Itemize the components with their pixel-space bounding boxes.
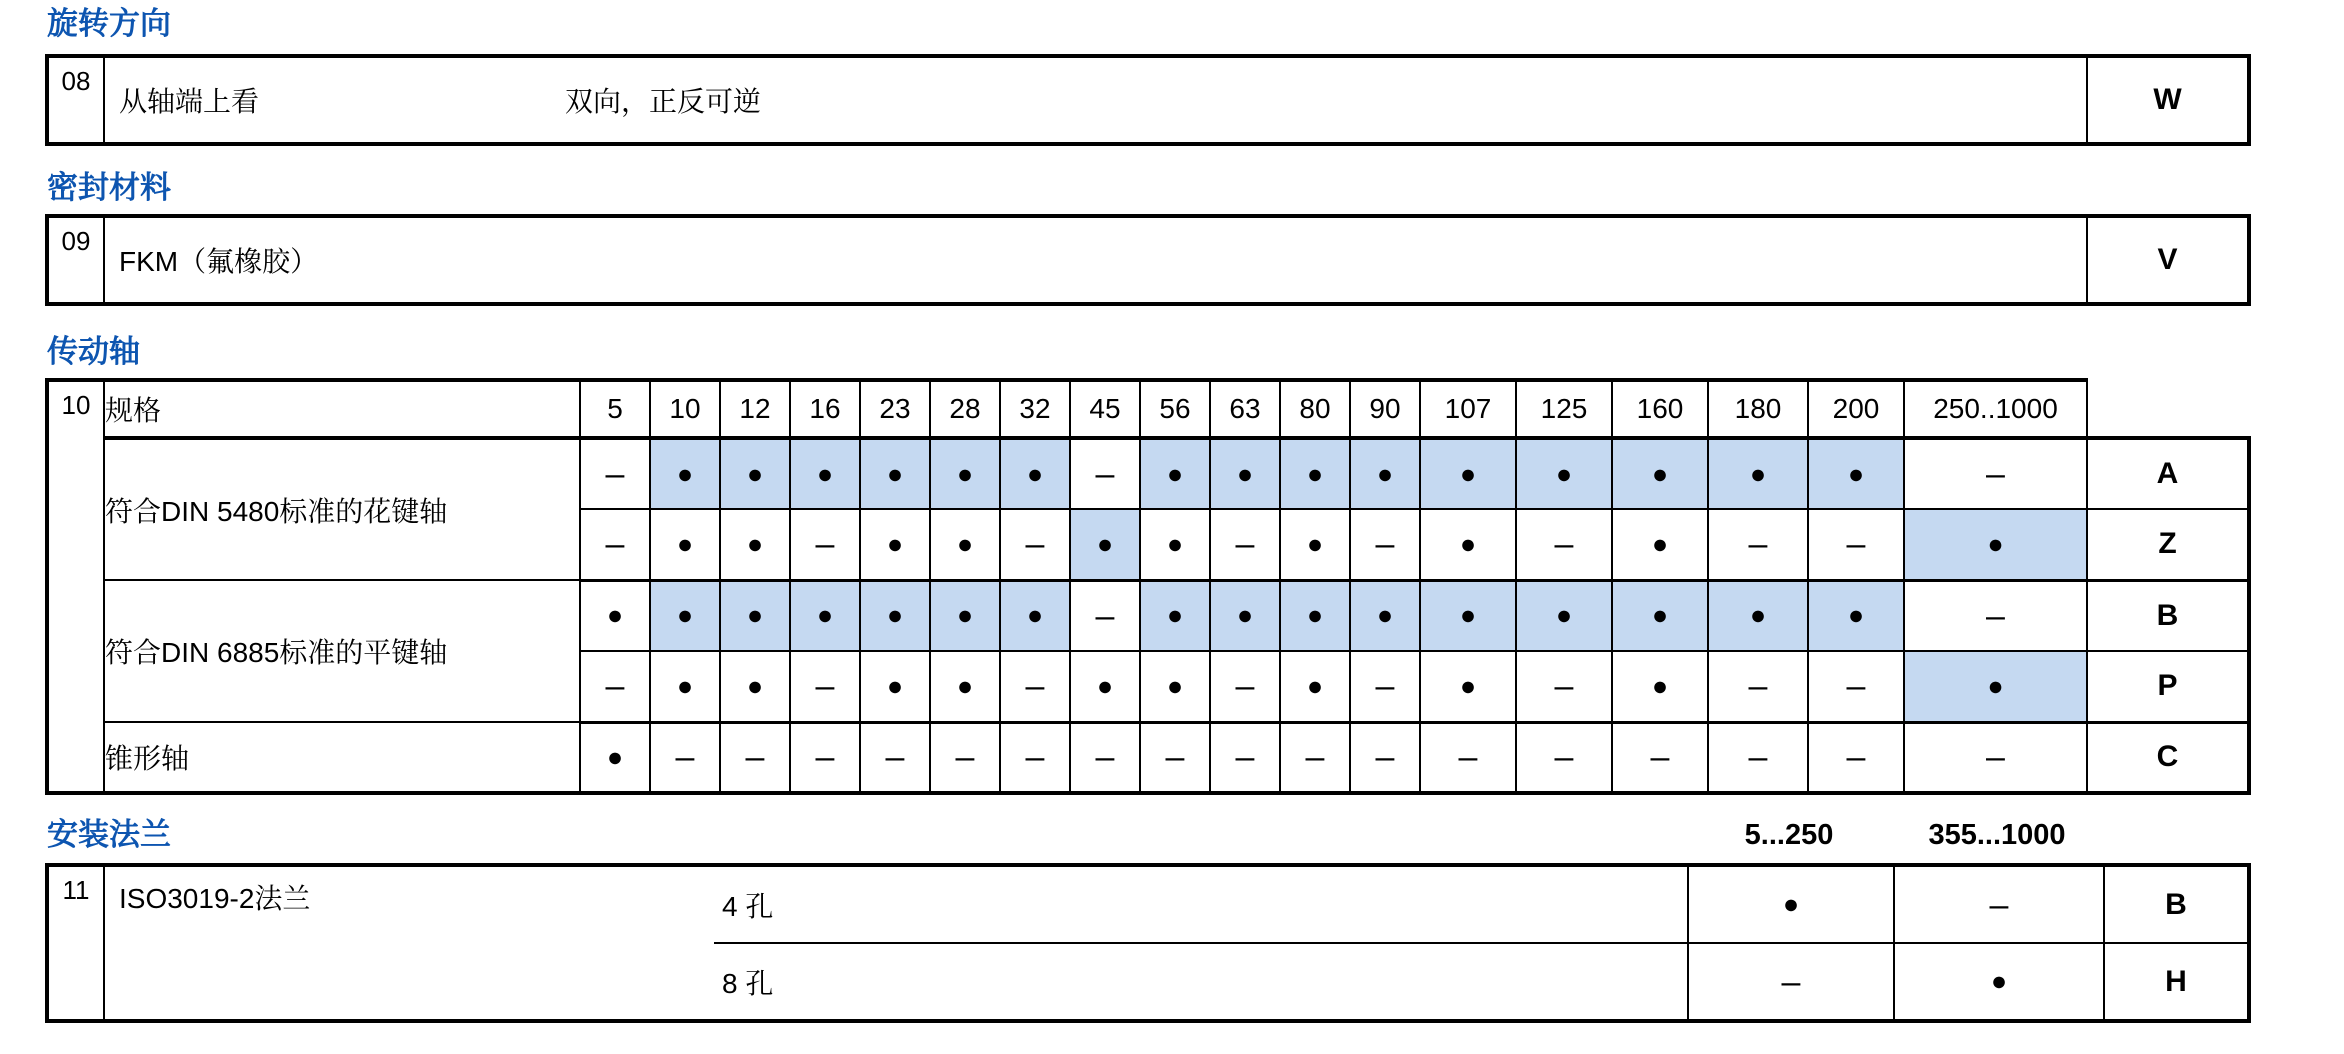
shaft-code-Z: Z (2087, 509, 2249, 580)
flange-availability-8-hole-355-1000: ● (1894, 943, 2104, 1021)
availability-cell-5-C: ● (580, 722, 650, 793)
rotation-label: 从轴端上看 (119, 86, 260, 117)
flange-col-header-5-250: 5...250 (1744, 819, 1834, 851)
availability-cell-160-Z: ● (1612, 509, 1708, 580)
flange-row-4-hole (47, 865, 2249, 943)
size-header-5: 5 (580, 380, 650, 438)
availability-cell-12-P: ● (720, 651, 790, 722)
size-header-125: 125 (1516, 380, 1612, 438)
availability-cell-200-A: ● (1808, 438, 1904, 509)
availability-cell-180-P: – (1708, 651, 1808, 722)
availability-cell-10-Z: ● (650, 509, 720, 580)
flange-availability-4-hole-355-1000: – (1894, 865, 2104, 943)
shaft-header-row (47, 380, 2249, 438)
availability-cell-56-A: ● (1140, 438, 1210, 509)
availability-cell-107-P: ● (1420, 651, 1516, 722)
availability-cell-180-A: ● (1708, 438, 1808, 509)
shaft-code-A: A (2087, 438, 2249, 509)
availability-cell-10-P: ● (650, 651, 720, 722)
size-header-45: 45 (1070, 380, 1140, 438)
availability-cell-10-C: – (650, 722, 720, 793)
availability-cell-80-B: ● (1280, 580, 1350, 651)
availability-cell-32-C: – (1000, 722, 1070, 793)
availability-cell-28-Z: ● (930, 509, 1000, 580)
size-header-107: 107 (1420, 380, 1516, 438)
flange-code-B: B (2104, 865, 2249, 943)
availability-cell-63-A: ● (1210, 438, 1280, 509)
availability-cell-23-A: ● (860, 438, 930, 509)
availability-cell-16-C: – (790, 722, 860, 793)
row-number-09: 09 (47, 216, 104, 304)
availability-cell-80-C: – (1280, 722, 1350, 793)
seal-row (47, 216, 2249, 304)
availability-cell-16-B: ● (790, 580, 860, 651)
section-heading-flange: 安装法兰 (47, 817, 171, 852)
availability-cell-160-P: ● (1612, 651, 1708, 722)
availability-cell-23-B: ● (860, 580, 930, 651)
availability-cell-63-B: ● (1210, 580, 1280, 651)
availability-cell-28-P: ● (930, 651, 1000, 722)
availability-cell-250..1000-A: – (1904, 438, 2087, 509)
shaft-code-P: P (2087, 651, 2249, 722)
availability-cell-125-Z: – (1516, 509, 1612, 580)
availability-cell-180-B: ● (1708, 580, 1808, 651)
flange-table (45, 863, 2251, 1023)
shaft-type-label: 符合DIN 6885标准的平键轴 (104, 580, 580, 722)
availability-cell-32-P: – (1000, 651, 1070, 722)
rotation-table (45, 54, 2251, 146)
size-header-160: 160 (1612, 380, 1708, 438)
rotation-row (47, 56, 2249, 144)
availability-cell-200-Z: – (1808, 509, 1904, 580)
flange-hole-label-8: 8 孔 (714, 943, 1688, 1021)
availability-cell-23-Z: ● (860, 509, 930, 580)
availability-cell-200-P: – (1808, 651, 1904, 722)
availability-cell-90-Z: – (1350, 509, 1420, 580)
availability-cell-5-A: – (580, 438, 650, 509)
availability-cell-107-C: – (1420, 722, 1516, 793)
rotation-value: 双向，正反可逆 (565, 86, 762, 117)
availability-cell-56-P: ● (1140, 651, 1210, 722)
availability-cell-45-A: – (1070, 438, 1140, 509)
spec-header-label: 规格 (104, 380, 580, 438)
availability-cell-200-C: – (1808, 722, 1904, 793)
flange-type-label: ISO3019-2法兰 (104, 865, 714, 1021)
size-header-12: 12 (720, 380, 790, 438)
availability-cell-45-C: – (1070, 722, 1140, 793)
availability-cell-63-Z: – (1210, 509, 1280, 580)
availability-cell-32-A: ● (1000, 438, 1070, 509)
availability-cell-45-Z: ● (1070, 509, 1140, 580)
availability-cell-10-B: ● (650, 580, 720, 651)
availability-cell-16-P: – (790, 651, 860, 722)
availability-cell-160-A: ● (1612, 438, 1708, 509)
availability-cell-250..1000-C: – (1904, 722, 2087, 793)
availability-cell-90-A: ● (1350, 438, 1420, 509)
section-heading-seal: 密封材料 (47, 170, 171, 205)
flange-availability-4-hole-5-250: ● (1688, 865, 1894, 943)
size-header-180: 180 (1708, 380, 1808, 438)
size-header-250-1000: 250..1000 (1904, 380, 2087, 438)
availability-cell-56-Z: ● (1140, 509, 1210, 580)
flange-col-header-355-1000: 355...1000 (1928, 819, 2066, 851)
size-header-63: 63 (1210, 380, 1280, 438)
row-number-08: 08 (47, 56, 104, 144)
section-heading-shaft: 传动轴 (47, 334, 140, 369)
flange-heading-row (45, 817, 2247, 857)
availability-cell-90-C: – (1350, 722, 1420, 793)
size-header-80: 80 (1280, 380, 1350, 438)
availability-cell-250..1000-P: ● (1904, 651, 2087, 722)
availability-cell-250..1000-B: – (1904, 580, 2087, 651)
size-header-16: 16 (790, 380, 860, 438)
size-header-90: 90 (1350, 380, 1420, 438)
availability-cell-23-C: – (860, 722, 930, 793)
flange-code-H: H (2104, 943, 2249, 1021)
rotation-content-cell (104, 56, 2087, 144)
availability-cell-5-B: ● (580, 580, 650, 651)
section-heading-rotation: 旋转方向 (47, 6, 171, 41)
seal-label: FKM（氟橡胶） (119, 246, 319, 277)
shaft-table (45, 378, 2251, 795)
availability-cell-16-A: ● (790, 438, 860, 509)
availability-cell-107-A: ● (1420, 438, 1516, 509)
availability-cell-90-B: ● (1350, 580, 1420, 651)
availability-cell-107-B: ● (1420, 580, 1516, 651)
availability-cell-32-B: ● (1000, 580, 1070, 651)
size-header-23: 23 (860, 380, 930, 438)
size-header-32: 32 (1000, 380, 1070, 438)
flange-hole-label-4: 4 孔 (714, 865, 1688, 943)
shaft-type-label: 锥形轴 (104, 722, 580, 793)
availability-cell-160-B: ● (1612, 580, 1708, 651)
availability-cell-12-A: ● (720, 438, 790, 509)
availability-cell-80-P: ● (1280, 651, 1350, 722)
size-header-200: 200 (1808, 380, 1904, 438)
availability-cell-125-C: – (1516, 722, 1612, 793)
availability-cell-90-P: – (1350, 651, 1420, 722)
availability-cell-32-Z: – (1000, 509, 1070, 580)
availability-cell-56-B: ● (1140, 580, 1210, 651)
size-header-10: 10 (650, 380, 720, 438)
row-number-11: 11 (47, 865, 104, 1021)
availability-cell-180-Z: – (1708, 509, 1808, 580)
seal-content-cell (104, 216, 2087, 304)
availability-cell-56-C: – (1140, 722, 1210, 793)
shaft-code-C: C (2087, 722, 2249, 793)
availability-cell-125-P: – (1516, 651, 1612, 722)
availability-cell-23-P: ● (860, 651, 930, 722)
availability-cell-12-B: ● (720, 580, 790, 651)
row-number-10: 10 (47, 380, 104, 793)
shaft-row-B (47, 580, 2249, 651)
size-header-56: 56 (1140, 380, 1210, 438)
shaft-type-label: 符合DIN 5480标准的花键轴 (104, 438, 580, 580)
availability-cell-200-B: ● (1808, 580, 1904, 651)
availability-cell-63-P: – (1210, 651, 1280, 722)
availability-cell-250..1000-Z: ● (1904, 509, 2087, 580)
availability-cell-45-P: ● (1070, 651, 1140, 722)
seal-table (45, 214, 2251, 306)
availability-cell-80-Z: ● (1280, 509, 1350, 580)
rotation-code: W (2087, 56, 2249, 144)
availability-cell-28-B: ● (930, 580, 1000, 651)
availability-cell-107-Z: ● (1420, 509, 1516, 580)
availability-cell-16-Z: – (790, 509, 860, 580)
availability-cell-12-Z: ● (720, 509, 790, 580)
availability-cell-125-A: ● (1516, 438, 1612, 509)
availability-cell-28-A: ● (930, 438, 1000, 509)
ghost-cell (2087, 380, 2249, 438)
availability-cell-10-A: ● (650, 438, 720, 509)
availability-cell-80-A: ● (1280, 438, 1350, 509)
availability-cell-5-P: – (580, 651, 650, 722)
seal-code: V (2087, 216, 2249, 304)
availability-cell-5-Z: – (580, 509, 650, 580)
availability-cell-12-C: – (720, 722, 790, 793)
flange-availability-8-hole-5-250: – (1688, 943, 1894, 1021)
availability-cell-28-C: – (930, 722, 1000, 793)
availability-cell-63-C: – (1210, 722, 1280, 793)
size-header-28: 28 (930, 380, 1000, 438)
availability-cell-45-B: – (1070, 580, 1140, 651)
availability-cell-160-C: – (1612, 722, 1708, 793)
shaft-row-A (47, 438, 2249, 509)
availability-cell-125-B: ● (1516, 580, 1612, 651)
availability-cell-180-C: – (1708, 722, 1808, 793)
shaft-code-B: B (2087, 580, 2249, 651)
shaft-row-C (47, 722, 2249, 793)
